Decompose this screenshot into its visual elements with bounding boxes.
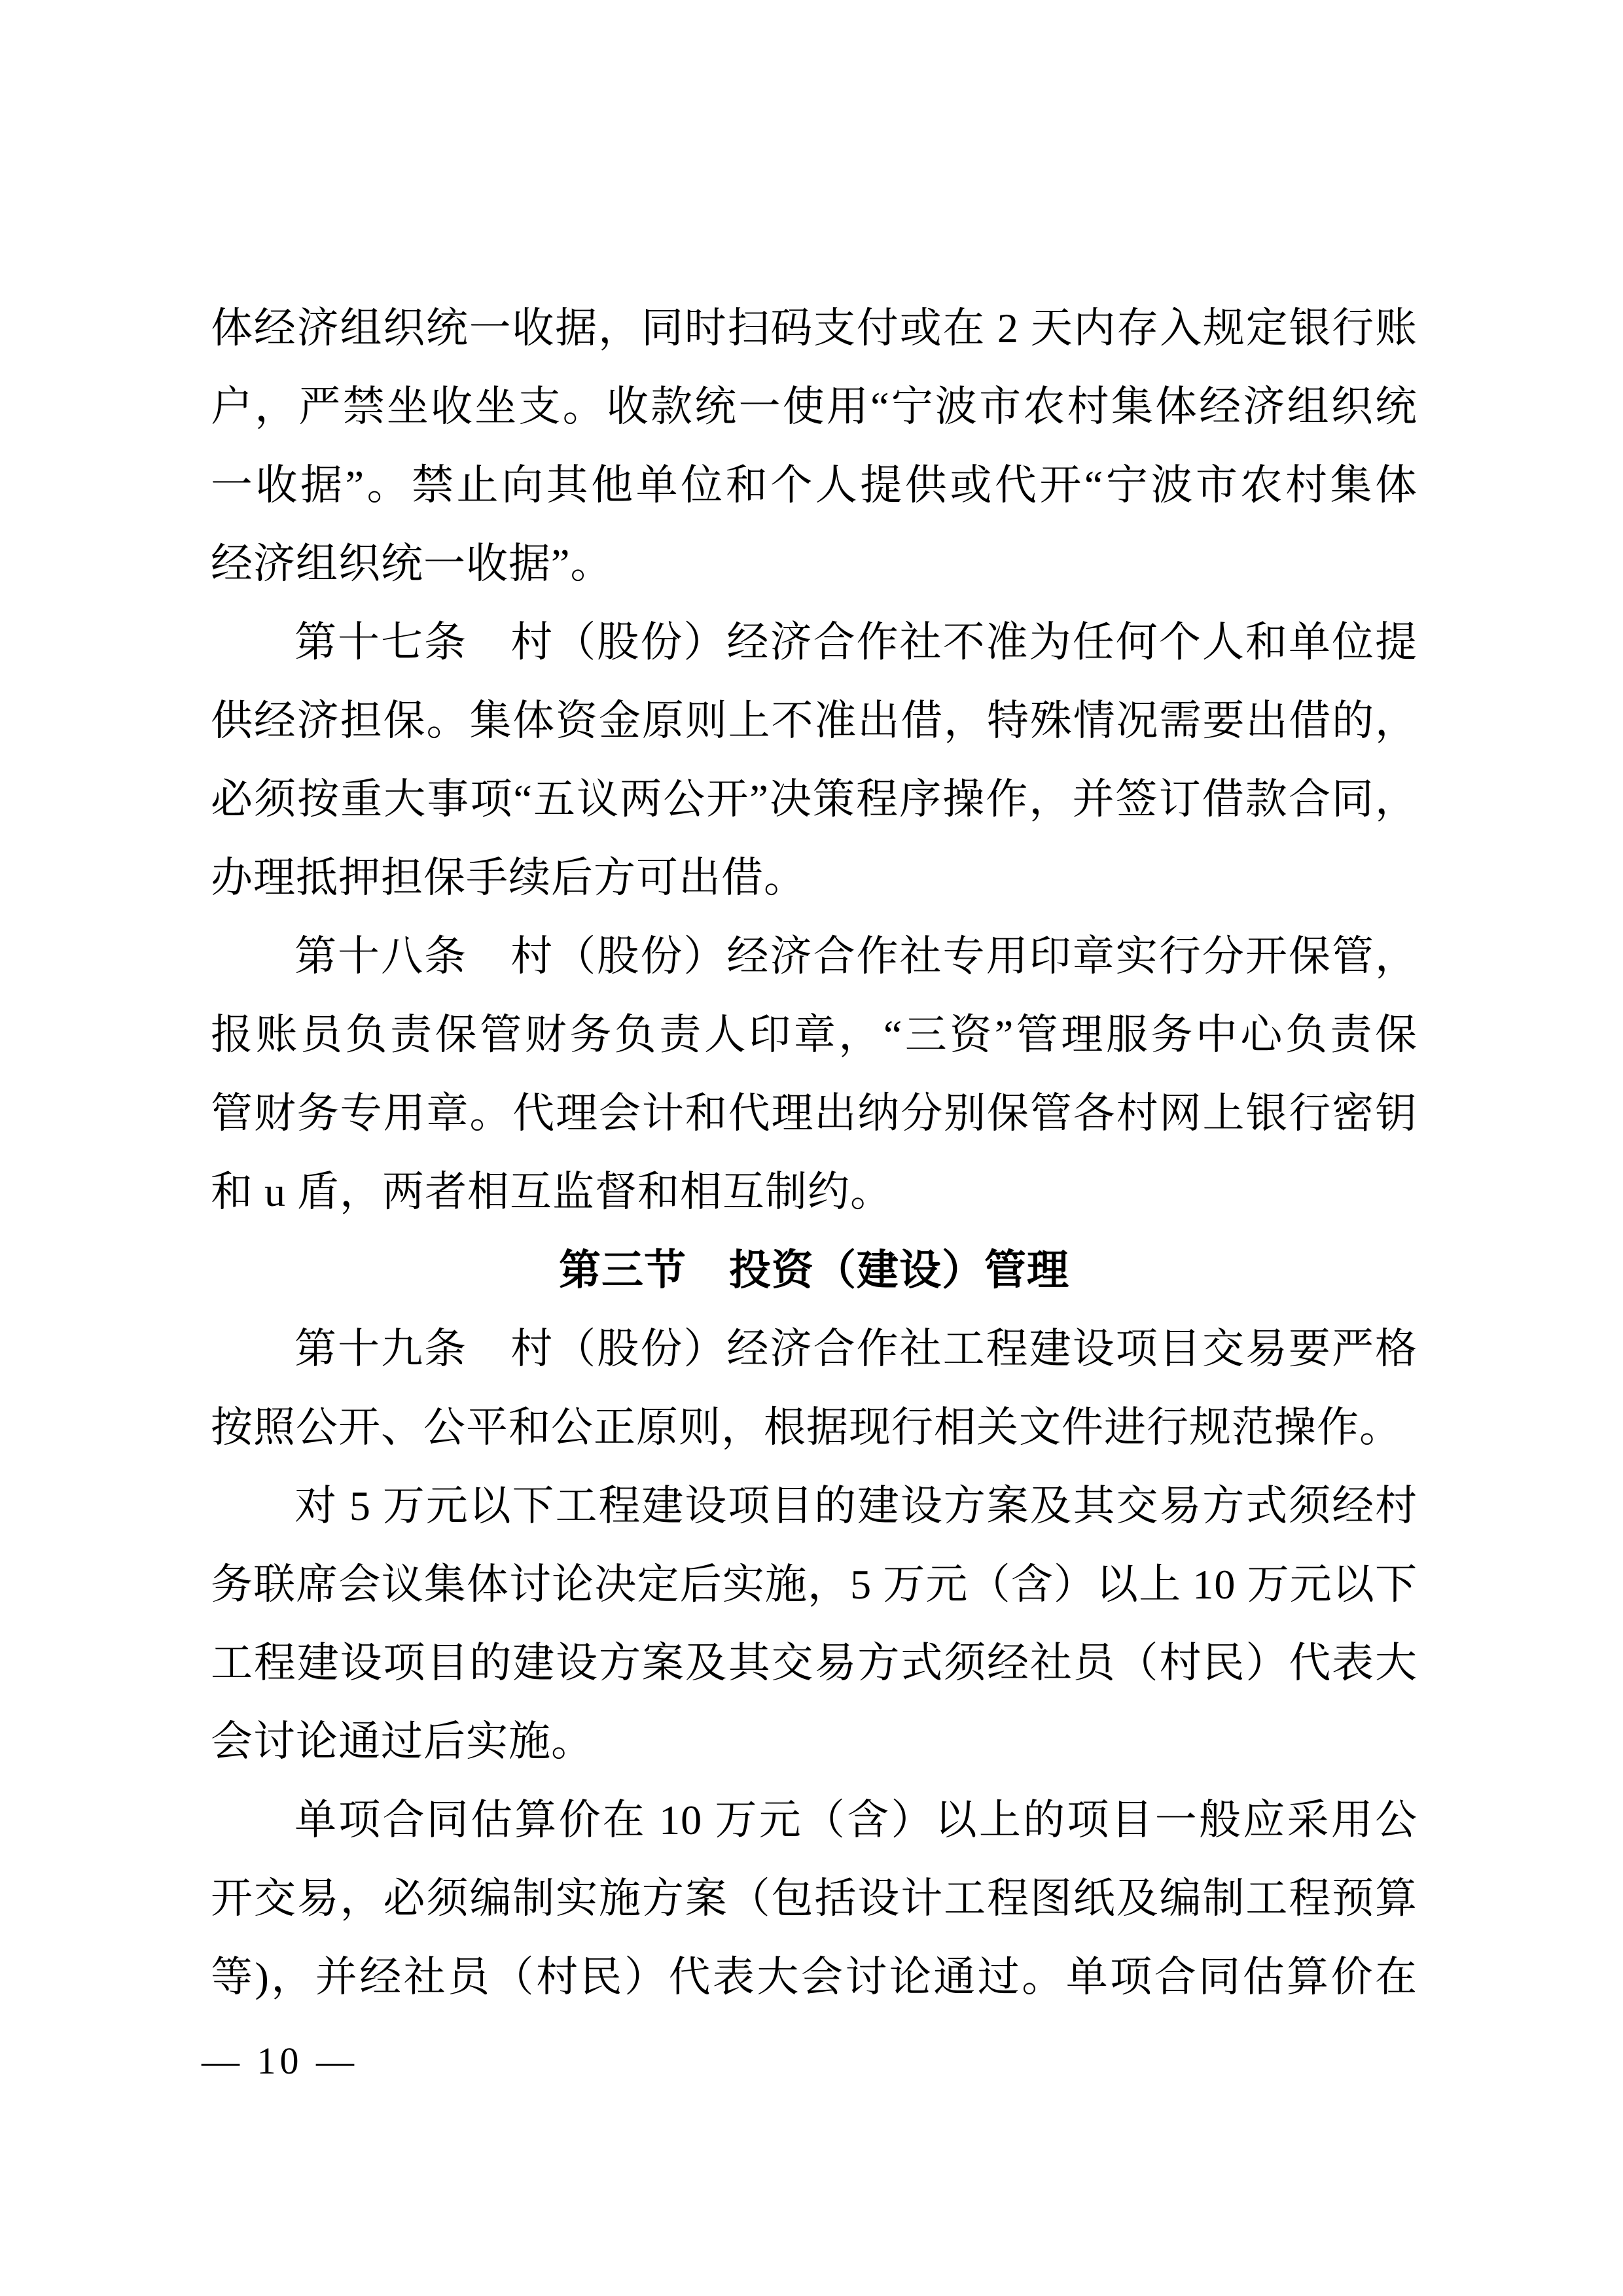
body-text-line: 第十八条 村（股份）经济合作社专用印章实行分开保管， xyxy=(294,933,1418,980)
body-text-line: 第十九条 村（股份）经济合作社工程建设项目交易要严格 xyxy=(294,1326,1418,1372)
page-number: — 10 — xyxy=(202,2040,358,2082)
body-text-line: 必须按重大事项“五议两公开”决策程序操作，并签订借款合同， xyxy=(211,776,1418,822)
section-heading: 第三节 投资（建设）管理 xyxy=(559,1247,1069,1294)
body-text-line: 务联席会议集体讨论决定后实施，5 万元（含）以上 10 万元以下 xyxy=(211,1561,1418,1608)
body-text-line: 开交易，必须编制实施方案（包括设计工程图纸及编制工程预算 xyxy=(211,1875,1418,1922)
body-text-line: 办理抵押担保手续后方可出借。 xyxy=(211,855,806,901)
body-text-line: 和 u 盾，两者相互监督和相互制约。 xyxy=(211,1169,893,1215)
body-text-line: 按照公开、公平和公正原则，根据现行相关文件进行规范操作。 xyxy=(211,1404,1402,1451)
body-text-line: 一收据”。禁止向其他单位和个人提供或代开“宁波市农村集体 xyxy=(211,462,1418,508)
body-text-line: 对 5 万元以下工程建设项目的建设方案及其交易方式须经村 xyxy=(294,1483,1418,1529)
body-text-line: 经济组织统一收据”。 xyxy=(211,540,613,587)
text-body xyxy=(211,289,1418,2017)
body-text-line: 单项合同估算价在 10 万元（含）以上的项目一般应采用公 xyxy=(294,1797,1418,1843)
body-text-line: 第十七条 村（股份）经济合作社不准为任何个人和单位提 xyxy=(294,619,1418,665)
body-text-line: 工程建设项目的建设方案及其交易方式须经社员（村民）代表大 xyxy=(211,1640,1418,1686)
body-text-line: 管财务专用章。代理会计和代理出纳分别保管各村网上银行密钥 xyxy=(211,1090,1418,1137)
body-text-line: 会讨论通过后实施。 xyxy=(211,1718,594,1765)
body-text-line: 供经济担保。集体资金原则上不准出借，特殊情况需要出借的， xyxy=(211,698,1418,744)
body-text-line: 等)，并经社员（村民）代表大会讨论通过。单项合同估算价在 xyxy=(211,1954,1418,2000)
body-text-line: 报账员负责保管财务负责人印章，“三资”管理服务中心负责保 xyxy=(211,1012,1418,1058)
body-text-line: 户，严禁坐收坐支。收款统一使用“宁波市农村集体经济组织统 xyxy=(211,383,1418,430)
body-text-line: 体经济组织统一收据，同时扫码支付或在 2 天内存入规定银行账 xyxy=(211,305,1418,351)
